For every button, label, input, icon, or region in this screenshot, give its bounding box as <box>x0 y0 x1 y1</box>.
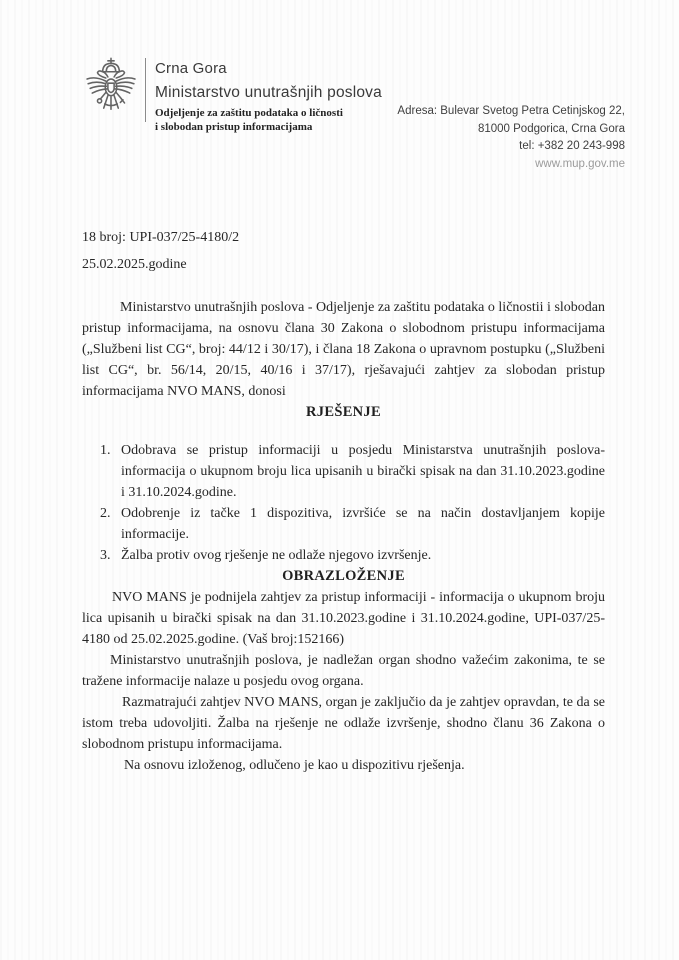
montenegro-coat-of-arms-icon <box>85 56 137 126</box>
resolution-item <box>100 503 605 545</box>
explanation-paragraph: Ministarstvo unutrašnjih poslova, je nadležan organ shodno važećim zakonima, te se tražene informacije nalaze u posjedu ovog organa. <box>82 653 605 689</box>
website-text: www.mup.gov.me <box>535 157 625 170</box>
explanation-heading: OBRAZLOŽENJE <box>282 568 405 584</box>
item-number: 3. <box>100 548 111 563</box>
resolution-list <box>82 440 605 566</box>
explanation-paragraph: Razmatrajući zahtjev NVO MANS, organ je zaključio da je zahtjev opravdan, te da se istom treba udovoljiti. Žalba na rješenje ne odlaže izvršenje, shodno članu 36 Zakona o slobodnom pristupu informacijama. <box>82 695 605 752</box>
department-line: i slobodan pristup informacijama <box>155 121 313 133</box>
resolution-item <box>100 440 605 503</box>
country-name: Crna Gora <box>155 60 227 77</box>
document-body <box>82 297 605 776</box>
address-line: 81000 Podgorica, Crna Gora <box>477 122 625 135</box>
address-line: Adresa: Bulevar Svetog Petra Cetinjskog 22, <box>397 105 625 117</box>
letterhead-divider <box>145 58 146 122</box>
address-line: tel: +382 20 243-998 <box>519 140 625 152</box>
resolution-item <box>100 545 605 566</box>
explanation-paragraph: NVO MANS je podnijela zahtjev za pristup informaciji - informacija o ukupnom broju lica upisanih u birački spisak na dan 31.10.2023.godine i 31.10.2024.godine, UPI-037/25-4180 od 25.02.2025.godine. (Vaš broj:152166) <box>82 590 605 647</box>
item-text: Žalba protiv ovog rješenje ne odlaže njegovo izvršenje. <box>121 548 432 563</box>
item-number: 2. <box>100 506 111 521</box>
explanation-paragraph: Na osnovu izloženog, odlučeno je kao u dispozitivu rješenja. <box>124 758 465 773</box>
letterhead <box>85 56 382 134</box>
document-date: 25.02.2025.godine <box>82 257 187 272</box>
item-text: Odobrava se pristup informaciji u posjedu Ministarstva unutrašnjih poslova- informacija o ukupnom broju lica upisanih u birački spisak na dan 31.10.2023.godine i 31.10.2024.godine. <box>121 443 605 500</box>
item-number: 1. <box>100 443 111 458</box>
department-line: Odjeljenje za zaštitu podataka o ličnosti <box>155 107 343 119</box>
resolution-heading: RJEŠENJE <box>306 404 381 420</box>
address-block <box>397 103 625 173</box>
item-text: Odobrenje iz tačke 1 dispozitiva, izvršiće se na način dostavljanjem kopije informacije. <box>121 506 605 542</box>
reference-number: 18 broj: UPI-037/25-4180/2 <box>82 230 240 245</box>
intro-paragraph: Ministarstvo unutrašnjih poslova - Odjeljenje za zaštitu podataka o ličnostii i slobodan pristup informacijama, na osnovu člana 30 Zakona o slobodnom pristupu informacijama („Službeni list CG“, broj: 44/12 i 30/17), i člana 18 Zakona o upravnom postupku („Službeni list CG“, br. 56/14, 20/15, 40/16 i 37/17), rješavajući zahtjev za slobodan pristup informacijama NVO MANS, donosi <box>82 300 605 399</box>
reference-block <box>82 230 239 284</box>
ministry-name: Ministarstvo unutrašnjih poslova <box>155 84 382 101</box>
